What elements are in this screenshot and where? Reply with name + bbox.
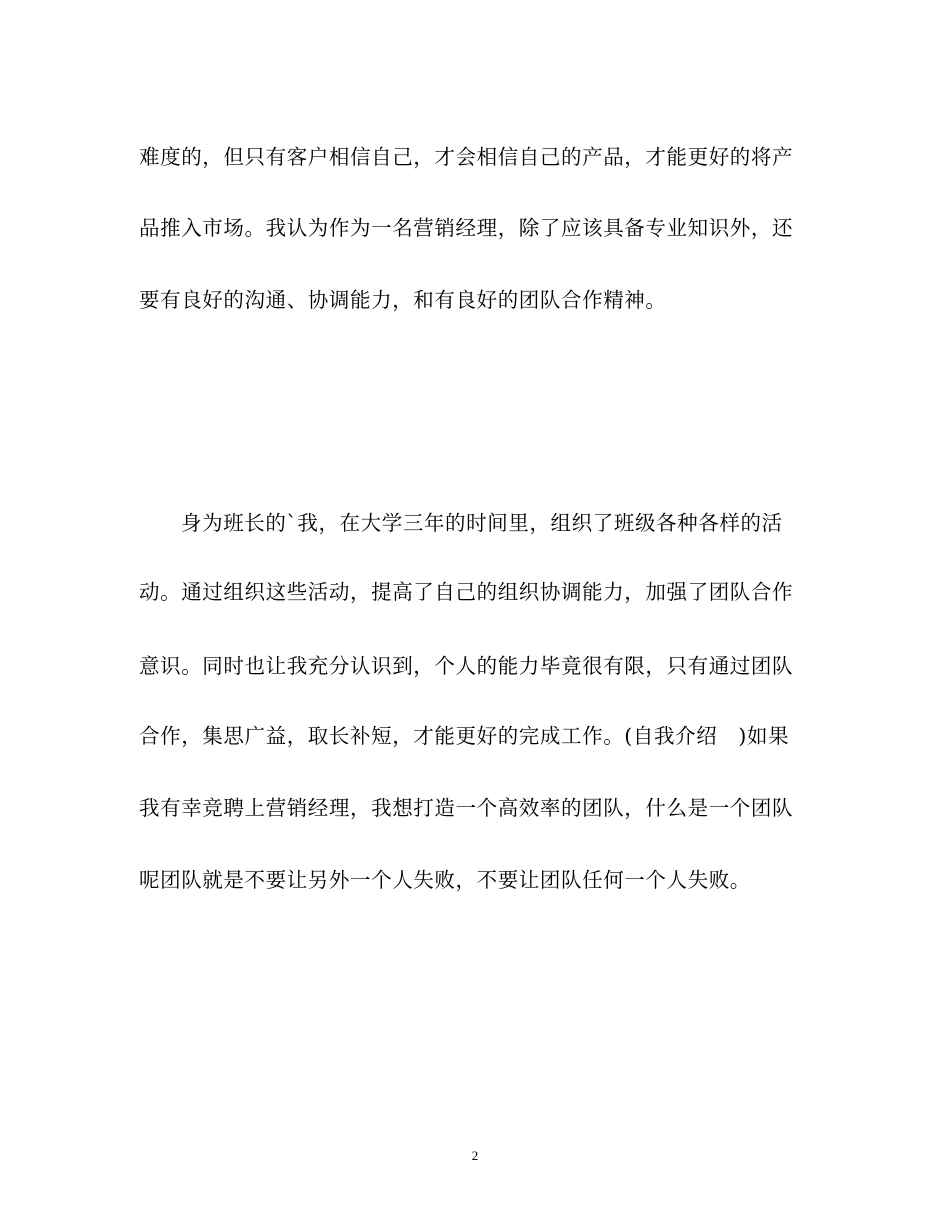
paragraph-line: 我有幸竞聘上营销经理，我想打造一个高效率的团队，什么是一个团队 (139, 796, 794, 820)
paragraph-line: 身为班长的`我，在大学三年的时间里，组织了班级各种各样的活 (181, 511, 783, 535)
paragraph-line: 合作，集思广益，取长补短，才能更好的完成工作。(自我介绍 )如果 (139, 724, 790, 748)
paragraph-line: 动。通过组织这些活动，提高了自己的组织协调能力，加强了团队合作 (139, 580, 794, 604)
paragraph-line: 意识。同时也让我充分认识到，个人的能力毕竟很有限，只有通过团队 (139, 654, 794, 678)
paragraph-line: 难度的，但只有客户相信自己，才会相信自己的产品，才能更好的将产 (139, 145, 794, 169)
paragraph-line: 要有良好的沟通、协调能力，和有良好的团队合作精神。 (139, 288, 667, 312)
paragraph-line: 品推入市场。我认为作为一名营销经理，除了应该具备专业知识外，还 (139, 216, 794, 240)
paragraph-line: 呢团队就是不要让另外一个人失败，不要让团队任何一个人失败。 (139, 868, 751, 892)
page-number: 2 (471, 1148, 479, 1163)
